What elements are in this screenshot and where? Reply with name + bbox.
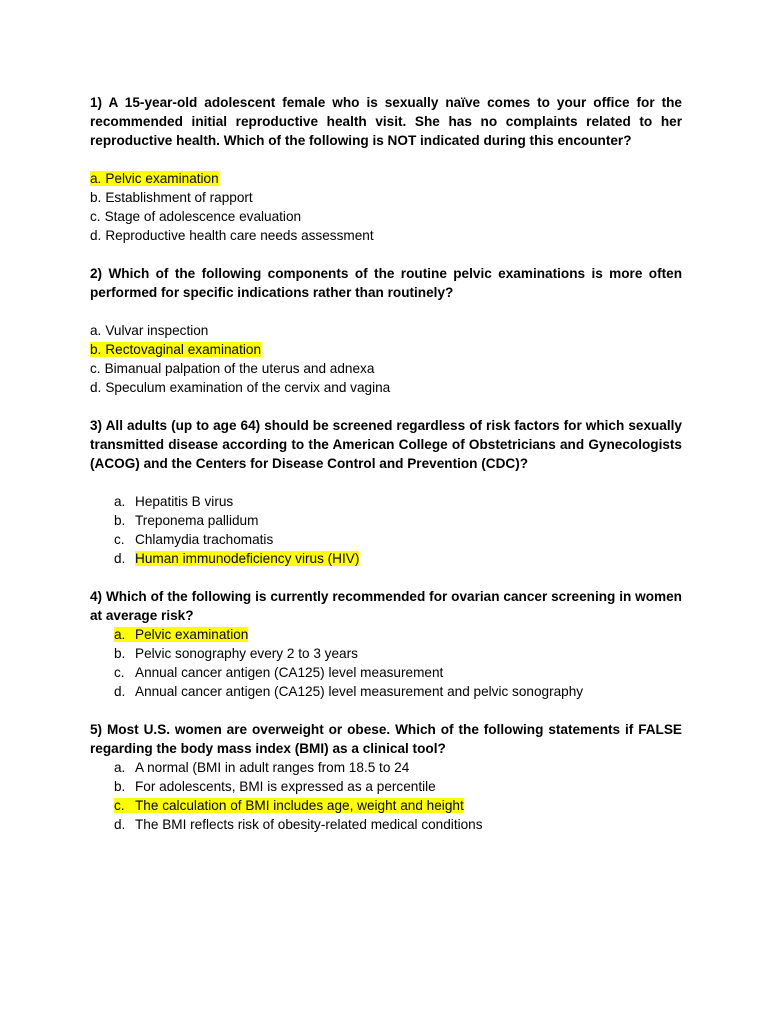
question-1-option-a	[90, 169, 682, 188]
option-letter: d.	[114, 684, 126, 699]
option-letter: a.	[114, 760, 126, 775]
question-5-options	[90, 758, 682, 834]
question-2-text: 2) Which of the following components of the routine pelvic examinations is more often performed for specific indications rather than routinely?	[90, 266, 682, 300]
question-5-option-a	[90, 758, 682, 777]
option-text: Chlamydia trachomatis	[135, 532, 274, 547]
option-text: Pelvic examination	[105, 171, 219, 186]
question-4-option-d	[90, 682, 682, 701]
option-highlight	[90, 171, 219, 186]
option-letter: b.	[114, 779, 126, 794]
question-1-text: 1) A 15-year-old adolescent female who is sexually naïve comes to your office for the recommended initial reproductive health visit. She has no complaints related to her reproductive health. Which of the following is NOT indicated during this encounter?	[90, 95, 682, 148]
option-text: A normal (BMI in adult ranges from 18.5 to 24	[135, 760, 410, 775]
option-text: The calculation of BMI includes age, weight and height	[135, 798, 464, 813]
option-text: Pelvic sonography every 2 to 3 years	[135, 646, 358, 661]
question-2-options	[90, 321, 682, 397]
option-letter: d.	[114, 817, 126, 832]
option-text: Pelvic examination	[135, 627, 249, 642]
question-4-option-b	[90, 644, 682, 663]
option-highlight	[114, 627, 248, 642]
option-letter: d.	[90, 228, 102, 243]
option-letter: b.	[114, 646, 126, 661]
option-letter: c.	[90, 209, 101, 224]
question-3-text: 3) All adults (up to age 64) should be screened regardless of risk factors for which sexually transmitted disease according to the American College of Obstetricians and Gynecologists (ACOG) and the Centers for Disease Control and Prevention (CDC)?	[90, 418, 682, 471]
option-letter: a.	[90, 323, 102, 338]
question-4-text: 4) Which of the following is currently recommended for ovarian cancer screening in women at average risk?	[90, 589, 682, 623]
option-text: Reproductive health care needs assessment	[105, 228, 374, 243]
option-text: Vulvar inspection	[105, 323, 209, 338]
question-5-option-c	[90, 796, 682, 815]
option-text: Rectovaginal examination	[105, 342, 262, 357]
option-letter: c.	[114, 798, 125, 813]
option-letter: b.	[90, 342, 102, 357]
option-letter: c.	[114, 665, 125, 680]
question-2-option-d	[90, 378, 682, 397]
question-1-option-c	[90, 207, 682, 226]
option-letter: a.	[114, 627, 126, 642]
option-text: Bimanual palpation of the uterus and adnexa	[104, 361, 375, 376]
option-text: The BMI reflects risk of obesity-related medical conditions	[135, 817, 483, 832]
option-letter: a.	[90, 171, 102, 186]
question-3-option-d	[90, 549, 682, 568]
question-5-text: 5) Most U.S. women are overweight or obese. Which of the following statements if FALSE regarding the body mass index (BMI) as a clinical tool?	[90, 722, 682, 756]
question-1-option-b	[90, 188, 682, 207]
question-4-option-c	[90, 663, 682, 682]
question-3-option-b	[90, 511, 682, 530]
question-1-options	[90, 169, 682, 245]
option-letter: a.	[114, 494, 126, 509]
question-3-options	[90, 492, 682, 568]
option-text: Establishment of rapport	[105, 190, 253, 205]
option-text: Stage of adolescence evaluation	[104, 209, 302, 224]
question-4-options	[90, 625, 682, 701]
option-highlight	[90, 342, 261, 357]
option-text: Speculum examination of the cervix and vagina	[105, 380, 391, 395]
option-text: Treponema pallidum	[135, 513, 259, 528]
option-letter: c.	[114, 532, 125, 547]
option-text: For adolescents, BMI is expressed as a percentile	[135, 779, 436, 794]
question-3-option-a	[90, 492, 682, 511]
option-text: Human immunodeficiency virus (HIV)	[135, 551, 360, 566]
question-5-option-d	[90, 815, 682, 834]
option-highlight	[114, 798, 464, 813]
question-2-option-b	[90, 340, 682, 359]
question-3-option-c	[90, 530, 682, 549]
option-letter: b.	[114, 513, 126, 528]
option-text: Hepatitis B virus	[135, 494, 234, 509]
question-2-option-c	[90, 359, 682, 378]
option-letter: c.	[90, 361, 101, 376]
question-5-option-b	[90, 777, 682, 796]
option-text: Annual cancer antigen (CA125) level measurement and pelvic sonography	[135, 684, 584, 699]
question-1-option-d	[90, 226, 682, 245]
option-text: Annual cancer antigen (CA125) level measurement	[135, 665, 444, 680]
option-letter: b.	[90, 190, 102, 205]
question-4-option-a	[90, 625, 682, 644]
option-letter: d.	[114, 551, 126, 566]
question-2-option-a	[90, 321, 682, 340]
option-letter: d.	[90, 380, 102, 395]
